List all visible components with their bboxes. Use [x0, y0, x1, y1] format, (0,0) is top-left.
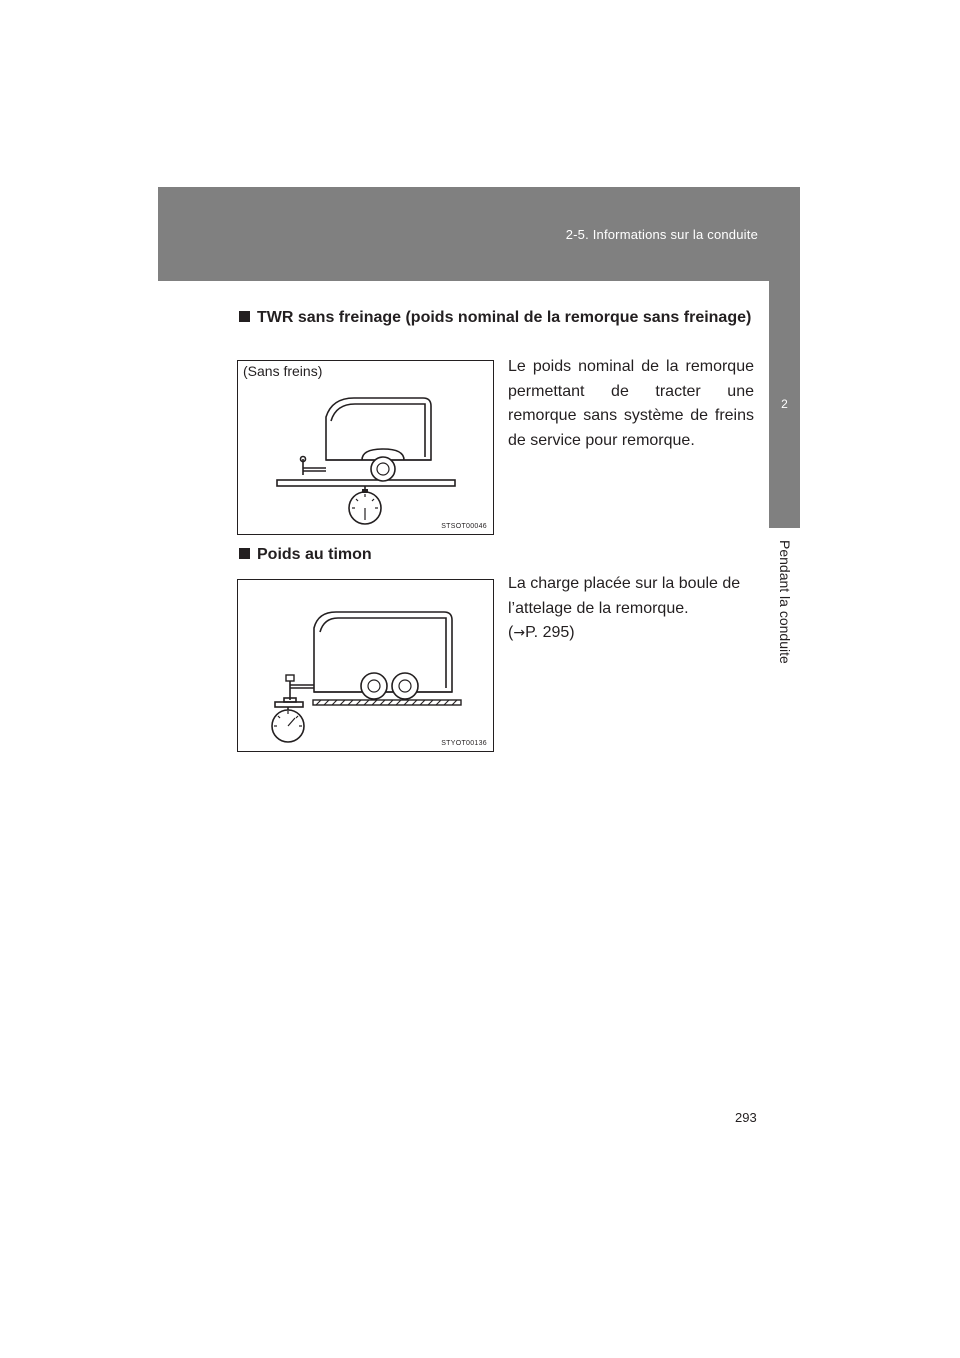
body-text-content: La charge placée sur la boule de l’attelage de la remorque.: [508, 575, 741, 617]
body-text-tongue-weight: [508, 572, 754, 646]
figure-unbraked-trailer: [237, 360, 494, 535]
bullet-square-icon: [239, 306, 257, 330]
header-band: [158, 187, 800, 281]
heading-tongue-weight: [239, 543, 772, 567]
unbraked-trailer-illustration: [238, 361, 493, 534]
reference-page: P. 295): [525, 624, 575, 641]
body-text-twr-unbraked: Le poids nominal de la remorque permettant de tracter une remorque sans système de freins de service pour remorque.: [508, 358, 754, 449]
heading-text: Poids au timon: [257, 546, 372, 563]
cross-reference[interactable]: [508, 624, 575, 641]
figure-caption: (Sans freins): [243, 363, 323, 379]
figure-code: STSOT00046: [441, 523, 487, 530]
page-number: 293: [735, 1110, 757, 1125]
heading-text: TWR sans freinage (poids nominal de la remorque sans freinage): [257, 309, 752, 326]
chapter-number: 2: [781, 397, 788, 411]
right-arrow-icon: →: [513, 625, 526, 641]
heading-twr-unbraked: [239, 306, 772, 330]
chapter-label: Pendant la conduite: [777, 540, 793, 664]
reference-paren: (: [508, 624, 514, 641]
figure-code: STYOT00136: [441, 740, 487, 747]
section-title: 2-5. Informations sur la conduite: [565, 227, 758, 242]
chapter-tab: [769, 266, 800, 528]
bullet-square-icon: [239, 543, 257, 567]
figure-tongue-weight: [237, 579, 494, 752]
tongue-weight-illustration: [238, 580, 493, 751]
